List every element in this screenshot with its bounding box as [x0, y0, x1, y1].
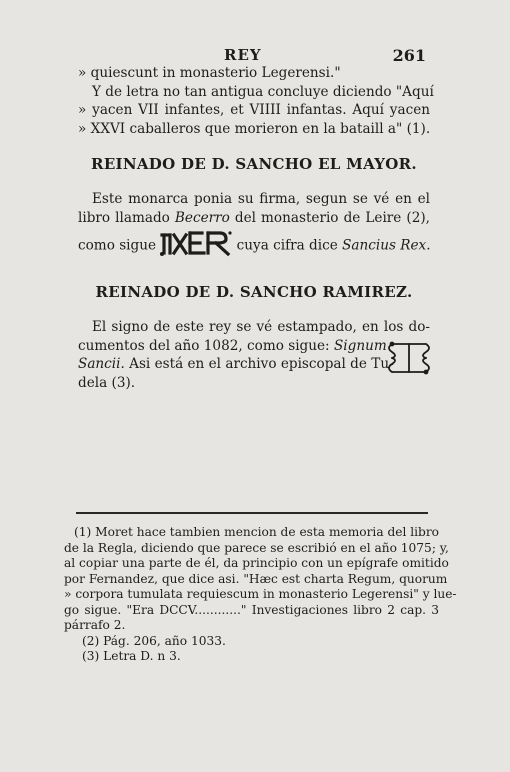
text-line: Este monarca ponia su firma, segun se vé en el [92, 191, 430, 207]
signum-sancii-icon [386, 338, 432, 384]
page-number: 261 [392, 46, 426, 65]
text-line: El signo de este rey se vé estampado, en los do- [92, 319, 430, 335]
footnote-line: (2) Pág. 206, año 1033. [82, 633, 226, 648]
sancho-ramirez-paragraph [78, 318, 430, 392]
footnote-line: por Fernandez, que dice asi. "Hæc est charta Regum, quorum [64, 571, 448, 586]
text-run: como sigue [78, 237, 161, 254]
text-line [78, 337, 386, 356]
text-line [78, 209, 430, 228]
text-run: libro llamado [78, 209, 175, 226]
text-line: dela (3). [78, 374, 136, 391]
text-run: del monasterio de Leire (2), [229, 209, 431, 226]
italic-signum: Signum [333, 337, 387, 354]
text-run: Asi está en el archivo episcopal de Tu- [124, 356, 394, 372]
sancius-rex-monogram-icon [160, 229, 232, 263]
footnote-line: go sigue. "Era DCCV............" Investigaciones libro 2 cap. 3 [64, 602, 439, 617]
page-header [76, 46, 430, 66]
sancho-el-mayor-paragraph [78, 190, 430, 263]
italic-sancii: Sancii. [78, 356, 125, 372]
footnote-line: (3) Letra D. n 3. [82, 649, 181, 663]
text-run: cumentos del año 1082, como sigue: [78, 337, 334, 354]
intro-paragraph [78, 64, 434, 138]
text-line: » quiescunt in monasterio Legerensi." [78, 65, 341, 81]
text-run: cuya cifra dice [232, 237, 343, 254]
text-line: » XXVI caballeros que morieron en la bataill a" (1). [78, 120, 431, 137]
italic-cipher-text: Sancius Rex. [342, 237, 431, 254]
footnote-line: al copiar una parte de él, da principio con un epígrafe omitido [64, 556, 449, 570]
footnotes [64, 525, 457, 665]
text-line: Y de letra no tan antigua concluye diciendo "Aquí [92, 83, 434, 100]
footnote-line: » corpora tumulata requiescum in monasterio Legerensi" y lue- [64, 587, 457, 601]
footnote-line: párrafo 2. [64, 618, 126, 632]
text-line [78, 229, 430, 263]
footnote-rule [76, 512, 428, 514]
footnote-line: (1) Moret hace tambien mencion de esta memoria del libro [74, 525, 440, 539]
footnote-line: de la Regla, diciendo que parece se escribió en el año 1075; y, [64, 540, 449, 555]
italic-title-becerro: Becerro [174, 209, 230, 226]
text-line: » yacen VII infantes, et VIIII infantas. Aquí yacen [78, 102, 430, 118]
section-title-sancho-ramirez: REINADO DE D. SANCHO RAMIREZ. [95, 283, 413, 301]
running-head: REY [224, 46, 262, 64]
text-line [78, 355, 394, 374]
section-title-sancho-el-mayor: REINADO DE D. SANCHO EL MAYOR. [91, 155, 417, 173]
